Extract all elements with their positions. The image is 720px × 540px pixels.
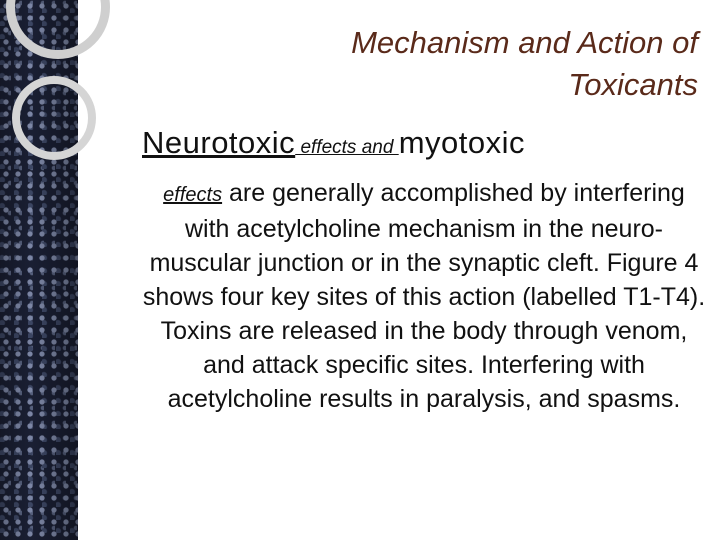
effects-word: effects: [163, 184, 223, 206]
effects-and-text: effects and: [295, 137, 399, 158]
body-paragraph: [140, 176, 708, 416]
slide-title: [178, 22, 698, 106]
heading-line: [142, 124, 702, 162]
myotoxic-text: myotoxic: [398, 125, 526, 160]
title-line-2: Toxicants: [568, 67, 698, 102]
decorative-ring-middle: [12, 76, 96, 160]
neurotoxic-text: Neurotoxic: [142, 125, 296, 160]
title-line-1: Mechanism and Action of: [351, 25, 698, 60]
body-text: are generally accomplished by interfering with acetylcholine mechanism in the neuro-muscular junction or in the synaptic cleft. Figure 4 shows four key sites of this action (labelled T1-T4). Toxins are released in the body through venom, and attack specific sites. Interfering with acetylcholine results in paralysis, and spasms.: [142, 179, 706, 413]
